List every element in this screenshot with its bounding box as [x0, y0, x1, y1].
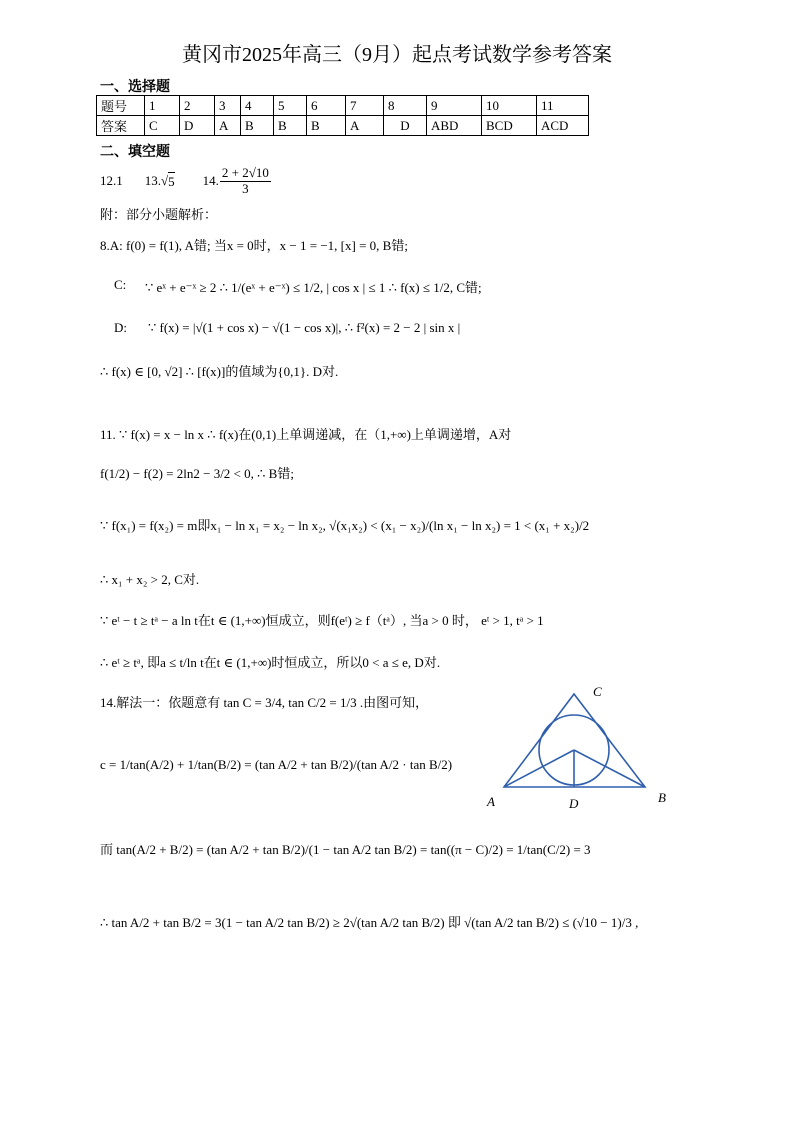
table-cell: 4	[241, 96, 274, 116]
point-label-d: D	[569, 796, 579, 811]
q8-line-1: 8.A: f(0) = f(1), A错; 当x = 0时，x − 1 = −1, [x] = 0, B错;	[100, 238, 408, 253]
q11-line-4: ∴ x₁ + x₂ > 2, C对.	[100, 572, 200, 587]
table-cell: C	[145, 116, 180, 136]
q8-c-label: C:	[114, 277, 127, 292]
q11-line-5: ∵ eᵗ − t ≥ tᵃ − a ln t在t ∈ (1,+∞)恒成立，则f(eᵗ) ≥ f（tᵃ）, 当a > 0 时， eᵗ > 1, tᵃ > 1	[100, 613, 544, 628]
table-cell: D	[384, 116, 427, 136]
table-cell: A	[215, 116, 241, 136]
fraction-numerator: 2 + 2√10	[221, 165, 269, 181]
table-cell: 10	[482, 96, 537, 116]
table-cell: A	[346, 116, 384, 136]
row-label: 题号	[97, 96, 145, 116]
answer-14-fraction	[220, 166, 271, 196]
table-cell: 8	[384, 96, 427, 116]
sqrt-sign: √	[161, 173, 169, 188]
row-label: 答案	[97, 116, 145, 136]
fraction-denominator: 3	[242, 180, 249, 196]
table-cell: ABD	[427, 116, 482, 136]
answer-14-label: 14.	[202, 173, 219, 188]
q11-line-2: f(1/2) − f(2) = 2ln2 − 3/2 < 0, ∴ B错;	[100, 466, 294, 481]
q14-line-3: 而 tan(A/2 + B/2) = (tan A/2 + tan B/2)/(1 − tan A/2 tan B/2) = tan((π − C)/2) = 1/tan(C/2) = 3	[100, 842, 591, 857]
table-cell: 2	[180, 96, 215, 116]
note-heading: 附：部分小题解析：	[100, 207, 218, 222]
page-title: 黄冈市2025年高三（9月）起点考试数学参考答案	[182, 44, 612, 66]
answer-12: 12.1	[100, 173, 123, 188]
table-cell: ACD	[537, 116, 589, 136]
q11-line-6: ∴ eᵗ ≥ tᵃ, 即a ≤ t/ln t在t ∈ (1,+∞)时恒成立，所以0 < a ≤ e, D对.	[100, 655, 441, 670]
answer-table	[96, 95, 589, 136]
answer-13-label: 13.	[144, 173, 161, 188]
table-cell: 3	[215, 96, 241, 116]
table-cell: B	[241, 116, 274, 136]
q8-c-line: ∵ eˣ + e⁻ˣ ≥ 2 ∴ 1/(eˣ + e⁻ˣ) ≤ 1/2, | cos x | ≤ 1 ∴ f(x) ≤ 1/2, C错;	[145, 280, 482, 295]
table-cell: D	[180, 116, 215, 136]
table-cell: 6	[307, 96, 346, 116]
q14-line-2: c = 1/tan(A/2) + 1/tan(B/2) = (tan A/2 + tan B/2)/(tan A/2 · tan B/2)	[100, 757, 453, 772]
vertex-label-a: A	[487, 794, 495, 809]
q14-line-4: ∴ tan A/2 + tan B/2 = 3(1 − tan A/2 tan B/2) ≥ 2√(tan A/2 tan B/2) 即 √(tan A/2 tan B/2) ≤ (√10 − 1)/3 ,	[100, 915, 639, 930]
q8-d-line: ∵ f(x) = |√(1 + cos x) − √(1 − cos x)|, ∴ f²(x) = 2 − 2 | sin x |	[148, 320, 461, 335]
table-cell: 11	[537, 96, 589, 116]
table-row-numbers	[97, 96, 589, 116]
vertex-label-c: C	[593, 684, 602, 699]
table-cell: 7	[346, 96, 384, 116]
table-row-answers	[97, 116, 589, 136]
table-cell: 9	[427, 96, 482, 116]
table-cell: 5	[274, 96, 307, 116]
answer-13-value: 5	[168, 174, 175, 189]
table-cell: B	[274, 116, 307, 136]
fill-answers	[100, 162, 272, 200]
table-cell: 1	[145, 96, 180, 116]
table-cell: B	[307, 116, 346, 136]
section-fill-heading: 二、填空题	[100, 144, 170, 160]
q11-line-1: 11. ∵ f(x) = x − ln x ∴ f(x)在(0,1)上单调递减，在（1,+∞)上单调递增，A对	[100, 427, 512, 442]
bisector-b	[574, 750, 645, 787]
q8-conclusion: ∴ f(x) ∈ [0, √2] ∴ [f(x)]的值域为{0,1}. D对.	[100, 364, 339, 379]
q11-line-3: ∵ f(x₁) = f(x₂) = m即x₁ − ln x₁ = x₂ − ln x₂, √(x₁x₂) < (x₁ − x₂)/(ln x₁ − ln x₂) = 1 < (x₁ + x₂)/2	[100, 518, 590, 533]
q14-line-1: 14.解法一：依题意有 tan C = 3/4, tan C/2 = 1/3 .由图可知，	[100, 695, 429, 710]
table-cell: BCD	[482, 116, 537, 136]
vertex-label-b: B	[658, 790, 666, 805]
q8-d-label: D:	[114, 320, 127, 335]
section-choice-heading: 一、选择题	[100, 79, 170, 95]
incircle-triangle-figure	[480, 680, 690, 815]
